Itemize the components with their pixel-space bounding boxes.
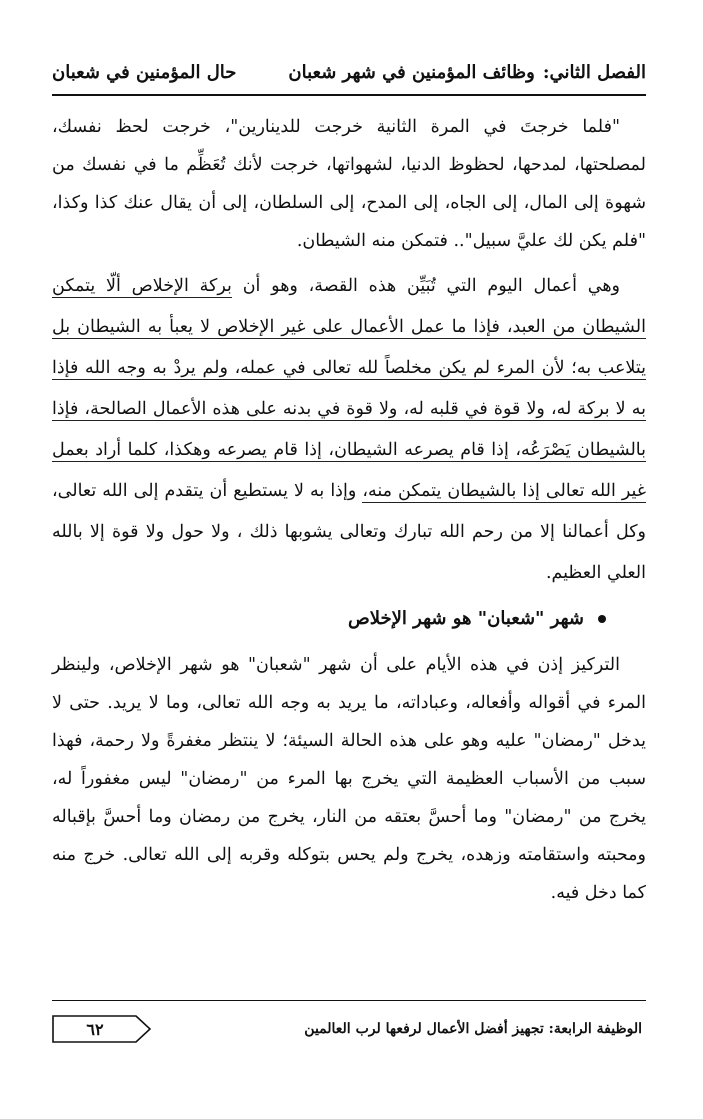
page xyxy=(52,58,646,912)
page-number-box xyxy=(52,1015,152,1043)
page-footer xyxy=(52,1000,646,1043)
footer-caption: الوظيفة الرابعة: تجهيز أفضل الأعمال لرفعها لرب العالمين xyxy=(304,1021,642,1037)
chapter-title: وظائف المؤمنين في شهر شعبان xyxy=(288,62,535,83)
paragraph-3: التركيز إذن في هذه الأيام على أن شهر "شعبان" هو شهر الإخلاص، ولينظر المرء في أقواله وأفعاله، وعباداته، ما يريد به وجه الله تعالى، وما لا يريد. حتى لا يدخل "رمضان" عليه وهو على هذه الحالة السيئة؛ لا ينتظر مغفرةً ولا رحمة، فهذا سبب من الأسباب العظيمة التي يخرج بها المرء من "رمضان" ليس مغفوراً له، يخرج من "رمضان" وما أحسَّ بعتقه من النار، يخرج من رمضان وما أحسَّ بإقباله ومحبته واستقامته وزهده، يخرج ولم يحس بتوكله وقربه إلى الله تعالى. خرج منه كما دخل فيه. xyxy=(52,655,646,903)
page-number: ٦٢ xyxy=(86,1019,104,1039)
running-header xyxy=(52,58,646,96)
paragraph-2-tail: وإذا به لا يستطيع أن يتقدم إلى الله تعالى، وكل أعمالنا إلا من رحم الله تبارك وتعالى يشوبها ذلك ، ولا حول ولا قوة إلا بالله العلي العظيم. xyxy=(52,481,646,583)
paragraph-1: "فلما خرجتَ في المرة الثانية خرجت للدينارين"، خرجت لحظ نفسك، لمصلحتها، لمدحها، لحظوظ الدنيا، لشهواتها، خرجت لأنك تُعَظِّم ما في نفسك من شهوة إلى المال، إلى الجاه، إلى المدح، إلى السلطان، إلى أن يقال عنك كذا وكذا، "فلم يكن لك عليَّ سبيل".. فتمكن منه الشيطان. xyxy=(52,117,646,251)
underlined-passage: بركة الإخلاص ألّا يتمكن الشيطان من العبد، فإذا ما عمل الأعمال على غير الإخلاص لا يعبأ به الشيطان بل يتلاعب به؛ لأن المرء لم يكن مخلصاً لله تعالى في عمله، ولم يردْ به وجه الله فإذا به لا بركة له، ولا قوة في قلبه له، ولا قوة في بدنه على هذه الأعمال الصالحة، فإذا بالشيطان يَصْرَعُه، إذا قام يصرعه الشيطان، إذا قام يصرعه وهكذا، كلما أراد بعمل غير الله تعالى إذا بالشيطان يتمكن منه، xyxy=(52,276,646,501)
paragraph-2 xyxy=(52,266,646,594)
section-heading-text: شهر "شعبان" هو شهر الإخلاص xyxy=(347,608,584,629)
paragraph-2-lead: وهي أعمال اليوم التي تُبَيِّن هذه القصة، وهو أن xyxy=(242,276,620,296)
section-heading xyxy=(52,600,646,638)
chapter-label: الفصل الثاني: xyxy=(542,62,646,83)
section-title: حال المؤمنين في شعبان xyxy=(52,62,237,83)
page-body xyxy=(52,108,646,912)
bullet-icon xyxy=(598,615,606,623)
chapter-heading xyxy=(288,58,646,88)
